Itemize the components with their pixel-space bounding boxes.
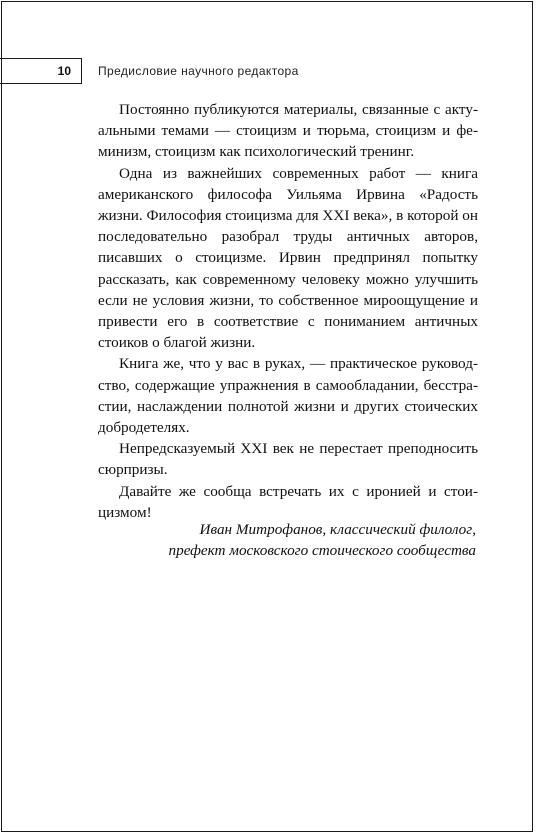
page-header bbox=[0, 58, 536, 84]
signature-line-title: префект московского стоического сообщества bbox=[168, 542, 476, 560]
paragraph: Одна из важнейших современных работ — книга американского философа Уильяма Ирвина «Радость жизни. Философия стоицизма для XXI века», в которой он последовательно разобрал труды античных авторов, писавших о стоицизме. Ирвин предпринял попытку рассказать, как современному человеку можно улучшить если не условия жизни, то собственное мироощущение и привести его в соответствие с пониманием античных стоиков о благой жизни. bbox=[98, 164, 478, 352]
page-number-box bbox=[0, 58, 82, 84]
paragraph: Постоянно публикуются материалы, связанные с актуальными темами — стоицизм и тюрьма, стоицизм и феминизм, стоицизм как психологический тренинг. bbox=[98, 101, 478, 161]
running-title: Предисловие научного редактора bbox=[98, 64, 299, 78]
author-signature bbox=[98, 519, 476, 561]
page-number: 10 bbox=[57, 64, 71, 78]
body-text bbox=[98, 99, 478, 523]
signature-line-name: Иван Митрофанов, классический филолог, bbox=[199, 521, 476, 538]
paragraph: Книга же, что у вас в руках, — практическое руководство, содержащие упражнения в самообладании, бесстрастии, наслаждении полнотой жизни и других стоических добродетелях. bbox=[98, 355, 478, 437]
paragraph: Давайте же сообща встречать их с иронией и стоицизмом! bbox=[98, 482, 478, 521]
paragraph: Непредсказуемый XXI век не перестает преподносить сюрпризы. bbox=[98, 440, 478, 479]
